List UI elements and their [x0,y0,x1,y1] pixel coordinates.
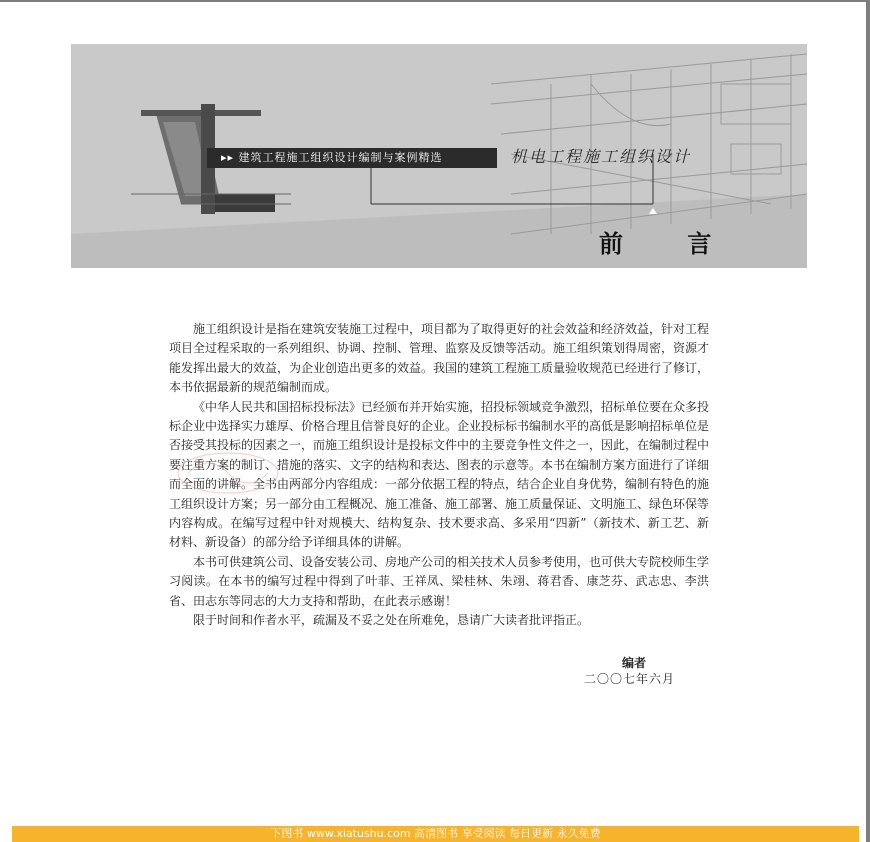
paragraph-3: 本书可供建筑公司、设备安装公司、房地产公司的相关技术人员参考使用，也可供大专院校师生学习阅读。在本书的编写过程中得到了叶菲、王祥凤、梁桂林、朱翊、蒋君香、康芝芬、武志忠、李洪省、田志东等同志的大力支持和帮助，在此表示感谢！ [169,554,710,608]
footer-link-text[interactable]: 下图书 www.xiatushu.com 高清图书 享受阅读 每日更新 永久免费 [270,827,601,840]
paragraph-4: 限于时间和作者水平，疏漏及不妥之处在所难免，恳请广大读者批评指正。 [193,613,590,628]
series-title: ▸▸ 建筑工程施工组织设计编制与案例精选 [221,151,443,164]
paragraph-2: 《中华人民共和国招标投标法》已经颁布并开始实施，招投标领域竞争激烈，招标单位要在众多投标企业中选择实力雄厚、价格合理且信誉良好的企业。企业投标标书编制水平的高低是影响招标单位是否接受其投标的因素之一，而施工组织设计是投标文件中的主要竞争性文件之一，因此，在编制过程中要注重方案的制订、措施的落实、文字的结构和表达、图表的示意等。本书在编制方案方面进行了详细而全面的讲解。全书由两部分内容组成：一部分依据工程的特点，结合企业自身优势，编制有特色的施工组织设计方案；另一部分由工程概况、施工准备、施工部署、施工质量保证、文明施工、绿色环保等内容构成。在编写过程中针对规模大、结构复杂、技术要求高、多采用“四新”（新技术、新工艺、新材料、新设备）的部分给予详细具体的讲解。 [169,399,710,550]
book-title: 机电工程施工组织设计 [511,147,692,166]
date: 二〇〇七年六月 [584,672,676,686]
signature: 编者 [622,656,647,670]
page-top-border [0,0,870,2]
paragraph-1: 施工组织设计是指在建筑安装施工过程中，项目都为了取得更好的社会效益和经济效益，针对工程项目全过程采取的一系列组织、协调、控制、管理、监察及反馈等活动。施工组织策划得周密，资源才能发挥出最大的效益，为企业创造出更多的效益。我国的建筑工程施工质量验收规范已经进行了修订，本书依据最新的规范编制而成。 [169,322,710,395]
page-right-border [866,0,870,842]
preface-body [169,320,709,631]
footer-bar[interactable] [12,826,859,842]
header-banner [71,44,807,268]
preface-heading: 前 言 [599,229,740,258]
